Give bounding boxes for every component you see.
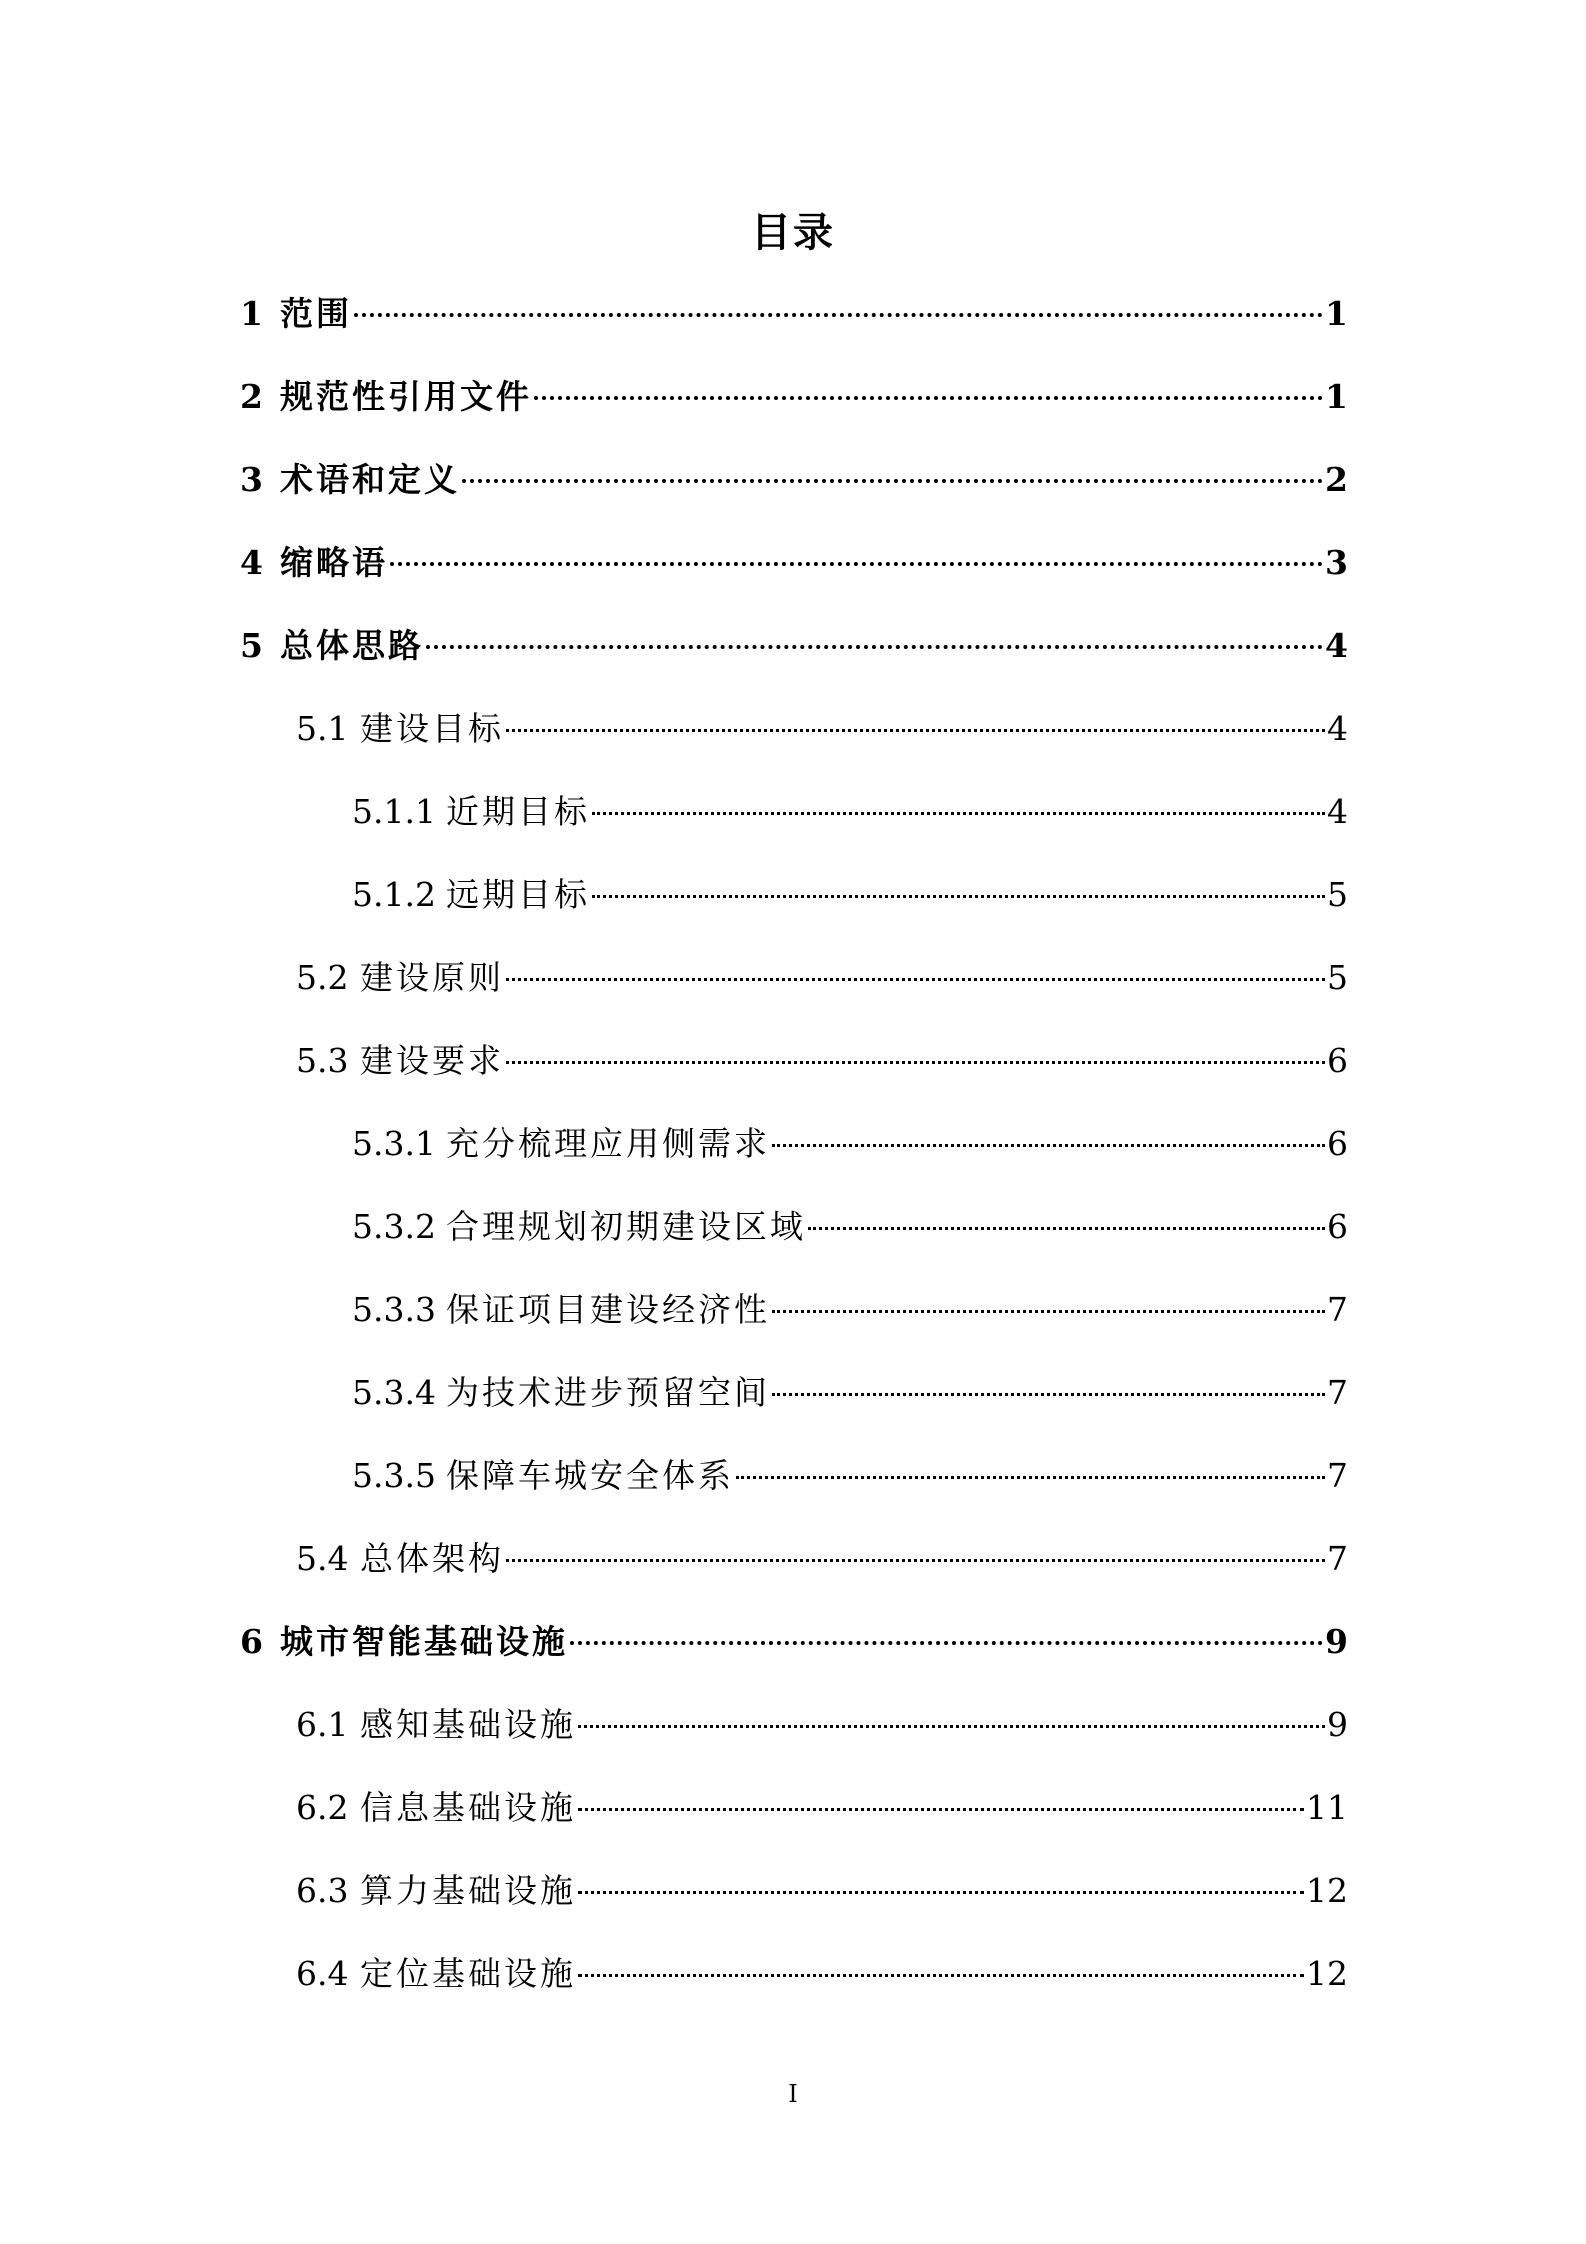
dot-leader	[578, 1808, 1304, 1811]
dot-leader	[772, 1393, 1325, 1396]
toc-entry-page: 3	[1325, 543, 1348, 582]
toc-entry-number: 6.3	[296, 1871, 349, 1910]
dot-leader	[578, 1725, 1325, 1728]
dot-leader	[354, 313, 1323, 317]
toc-entry-number: 6.2	[296, 1788, 349, 1827]
toc-entry-page: 7	[1327, 1373, 1348, 1412]
toc-entry[interactable]	[296, 1533, 1348, 1585]
toc-entry[interactable]	[296, 1782, 1348, 1834]
dot-leader	[534, 396, 1323, 400]
toc-entry[interactable]	[296, 1948, 1348, 2000]
toc-entry[interactable]	[352, 786, 1348, 838]
toc-entry[interactable]	[296, 1035, 1348, 1087]
toc-entry-page: 6	[1327, 1124, 1348, 1163]
toc-entry[interactable]	[352, 1284, 1348, 1336]
dot-leader	[570, 1641, 1323, 1645]
toc-entry-label: 规范性引用文件	[280, 377, 532, 416]
toc-entry-label: 总体思路	[280, 626, 424, 665]
toc-entry[interactable]	[296, 1699, 1348, 1751]
dot-leader	[578, 1891, 1304, 1894]
toc-entry-page: 1	[1325, 294, 1348, 333]
dot-leader	[578, 1974, 1304, 1977]
toc-entry-label: 保障车城安全体系	[446, 1456, 734, 1495]
dot-leader	[506, 1559, 1325, 1562]
toc-entry-label: 近期目标	[446, 792, 590, 831]
dot-leader	[426, 645, 1323, 649]
toc-entry-label: 算力基础设施	[360, 1871, 576, 1910]
toc-entry-number: 6.4	[296, 1954, 349, 1993]
toc-entry-page: 1	[1325, 377, 1348, 416]
toc-entry-label: 感知基础设施	[360, 1705, 576, 1744]
toc-entry-number: 5	[240, 626, 263, 665]
toc-entry-label: 合理规划初期建设区域	[446, 1207, 806, 1246]
toc-entry[interactable]	[352, 1367, 1348, 1419]
toc-entry-number: 5.3.3	[352, 1290, 436, 1329]
toc-entry-page: 9	[1327, 1705, 1348, 1744]
dot-leader	[462, 479, 1323, 483]
dot-leader	[808, 1227, 1325, 1230]
toc-entry[interactable]	[240, 537, 1348, 589]
dot-leader	[592, 812, 1325, 815]
dot-leader	[592, 895, 1325, 898]
toc-entry[interactable]	[296, 952, 1348, 1004]
toc-entry-page: 7	[1327, 1456, 1348, 1495]
toc-entry-page: 4	[1325, 626, 1348, 665]
toc-entry[interactable]	[240, 620, 1348, 672]
toc-entry-page: 6	[1327, 1041, 1348, 1080]
toc-entry[interactable]	[352, 1118, 1348, 1170]
toc-entry[interactable]	[296, 703, 1348, 755]
toc-entry-page: 7	[1327, 1539, 1348, 1578]
toc-entry-number: 4	[240, 543, 263, 582]
toc-entry-page: 2	[1325, 460, 1348, 499]
toc-entry-number: 5.3.1	[352, 1124, 436, 1163]
toc-entry-number: 6.1	[296, 1705, 349, 1744]
toc-entry[interactable]	[352, 869, 1348, 921]
toc-entry-label: 城市智能基础设施	[280, 1622, 568, 1661]
toc-entry[interactable]	[240, 454, 1348, 506]
dot-leader	[390, 562, 1323, 566]
toc-entry-page: 11	[1306, 1788, 1348, 1827]
toc-entry-label: 建设目标	[360, 709, 504, 748]
toc-entry-page: 5	[1327, 958, 1348, 997]
toc-entry-label: 范围	[280, 294, 352, 333]
toc-entry-number: 5.3	[296, 1041, 349, 1080]
toc-entry-label: 建设原则	[360, 958, 504, 997]
toc-entry-number: 6	[240, 1622, 263, 1661]
toc-entry-page: 12	[1306, 1954, 1348, 1993]
toc-entry[interactable]	[352, 1450, 1348, 1502]
toc-entry[interactable]	[352, 1201, 1348, 1253]
toc-entry-number: 5.3.4	[352, 1373, 436, 1412]
toc-entry[interactable]	[240, 1616, 1348, 1668]
toc-entry[interactable]	[240, 288, 1348, 340]
toc-entry-number: 5.1.1	[352, 792, 436, 831]
toc-entry-label: 远期目标	[446, 875, 590, 914]
page-number-footer: I	[788, 2080, 798, 2108]
toc-entry-label: 缩略语	[280, 543, 388, 582]
toc-entry-number: 3	[240, 460, 263, 499]
toc-entry[interactable]	[296, 1865, 1348, 1917]
toc-entry-page: 5	[1327, 875, 1348, 914]
toc-entry-label: 定位基础设施	[360, 1954, 576, 1993]
dot-leader	[736, 1476, 1325, 1479]
toc-entry-page: 12	[1306, 1871, 1348, 1910]
toc-entry-label: 为技术进步预留空间	[446, 1373, 770, 1412]
toc-entry-number: 5.1.2	[352, 875, 436, 914]
toc-entry-label: 充分梳理应用侧需求	[446, 1124, 770, 1163]
toc-entry-page: 6	[1327, 1207, 1348, 1246]
toc-entry-label: 建设要求	[360, 1041, 504, 1080]
toc-entry-number: 5.1	[296, 709, 349, 748]
toc-title: 目录	[751, 209, 835, 256]
toc-entry-number: 2	[240, 377, 263, 416]
toc-entry-number: 5.3.2	[352, 1207, 436, 1246]
dot-leader	[772, 1310, 1325, 1313]
toc-entry-number: 5.2	[296, 958, 349, 997]
toc-entry-page: 4	[1327, 792, 1348, 831]
toc-entry[interactable]	[240, 371, 1348, 423]
dot-leader	[506, 1061, 1325, 1064]
dot-leader	[772, 1144, 1325, 1147]
toc-entry-page: 9	[1325, 1622, 1348, 1661]
toc-entry-label: 信息基础设施	[360, 1788, 576, 1827]
toc-entry-number: 5.3.5	[352, 1456, 436, 1495]
toc-entry-number: 5.4	[296, 1539, 349, 1578]
toc-entry-number: 1	[240, 294, 263, 333]
dot-leader	[506, 978, 1325, 981]
toc-entry-page: 4	[1327, 709, 1348, 748]
dot-leader	[506, 729, 1325, 732]
toc-entry-label: 保证项目建设经济性	[446, 1290, 770, 1329]
toc-entry-label: 术语和定义	[280, 460, 460, 499]
toc-entry-page: 7	[1327, 1290, 1348, 1329]
toc-entry-label: 总体架构	[360, 1539, 504, 1578]
